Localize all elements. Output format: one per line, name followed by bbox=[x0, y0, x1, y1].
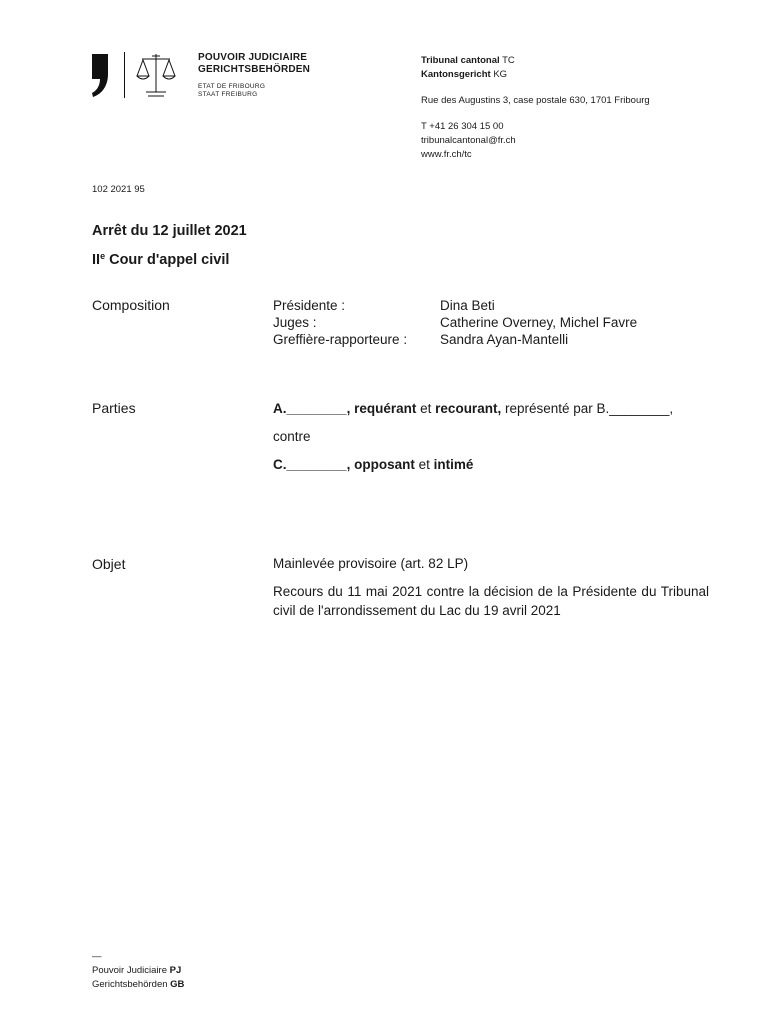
objet-subject: Mainlevée provisoire (art. 82 LP) bbox=[273, 556, 469, 571]
objet-description: Recours du 11 mai 2021 contre la décision de la Présidente du Tribunal civil de l'arrondissement du Lac du 19 avril 2021 bbox=[273, 584, 709, 618]
court-address: Rue des Augustins 3, case postale 630, 1701 Fribourg bbox=[421, 95, 650, 106]
comma-mark-icon bbox=[92, 54, 108, 97]
composition-label: Composition bbox=[92, 297, 170, 313]
court-chamber: IIe Cour d'appel civil bbox=[92, 251, 230, 268]
scales-of-justice-icon bbox=[137, 54, 175, 96]
court-contact bbox=[421, 120, 516, 162]
page-footer: — Pouvoir Judiciaire PJ Gerichtsbehörden GB bbox=[92, 951, 185, 990]
institution-name: POUVOIR JUDICIAIRE GERICHTSBEHÖRDEN bbox=[198, 52, 311, 75]
case-reference: 102 2021 95 bbox=[92, 184, 145, 195]
party-appellant: A.________, requérant et recourant, représenté par B.________, bbox=[273, 401, 674, 416]
objet-label: Objet bbox=[92, 556, 126, 572]
court-name: Tribunal cantonal TC Kantonsgericht KG bbox=[421, 55, 515, 80]
website-url: www.fr.ch/tc bbox=[421, 149, 472, 160]
document-title: Arrêt du 12 juillet 2021 bbox=[92, 223, 247, 239]
composition-roles: Présidente : Juges : Greffière-rapporteure : bbox=[273, 298, 408, 347]
phone-number: T +41 26 304 15 00 bbox=[421, 121, 504, 132]
logo-divider bbox=[124, 52, 125, 98]
email-address: tribunalcantonal@fr.ch bbox=[421, 135, 516, 146]
parties-label: Parties bbox=[92, 400, 136, 416]
fribourg-judiciary-logo bbox=[90, 50, 186, 100]
contre-text: contre bbox=[273, 429, 311, 444]
state-name: ETAT DE FRIBOURG STAAT FREIBURG bbox=[198, 83, 266, 98]
composition-names: Dina Beti Catherine Overney, Michel Favre Sandra Ayan-Mantelli bbox=[440, 298, 638, 347]
party-respondent: C.________, opposant et intimé bbox=[273, 457, 474, 472]
